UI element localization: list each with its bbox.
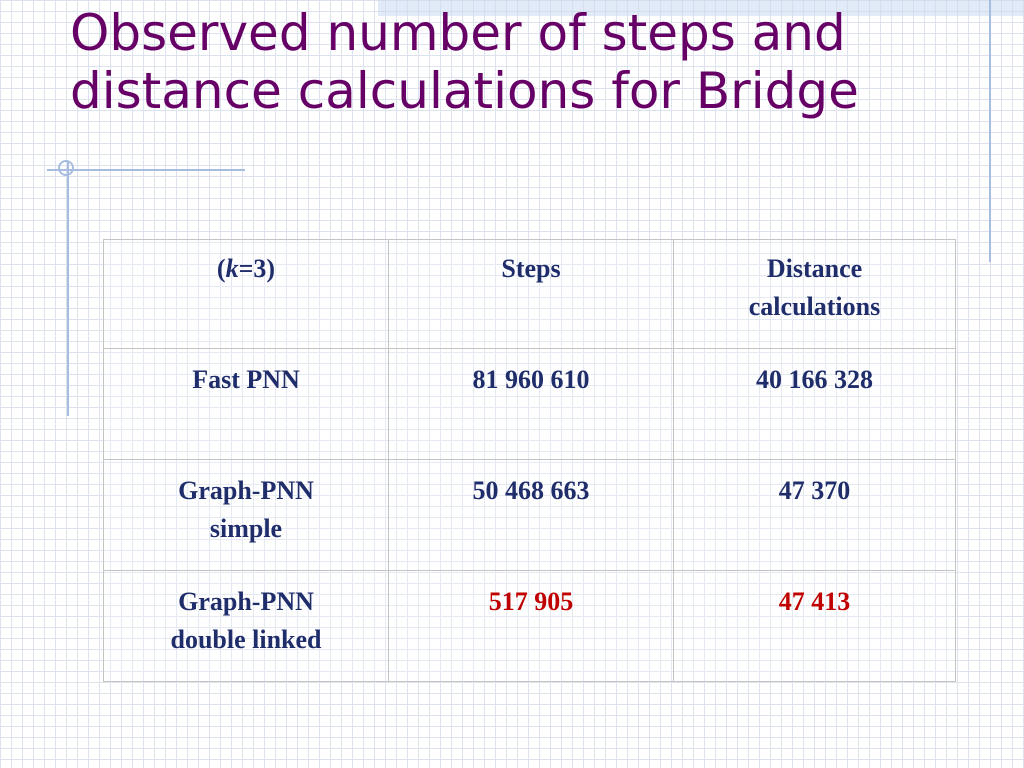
header-steps-cell: Steps <box>389 240 674 349</box>
header-k-cell <box>104 240 389 349</box>
distance-cell: 40 166 328 <box>674 349 956 460</box>
slide-title-line-2: distance calculations for Bridge <box>70 62 859 120</box>
method-cell: Fast PNN <box>104 349 389 460</box>
results-table <box>103 239 956 682</box>
decorative-ring-icon <box>58 160 74 176</box>
steps-cell: 81 960 610 <box>389 349 674 460</box>
decorative-left-line <box>67 162 69 416</box>
method-cell <box>104 571 389 682</box>
steps-cell: 50 468 663 <box>389 460 674 571</box>
method-cell <box>104 460 389 571</box>
table-row <box>104 460 956 571</box>
header-distance-line-2: calculations <box>748 292 881 321</box>
table-header-row <box>104 240 956 349</box>
steps-cell-highlighted: 517 905 <box>389 571 674 682</box>
header-distance-line-1: Distance <box>766 254 863 283</box>
slide-title <box>70 4 990 120</box>
distance-cell-highlighted: 47 413 <box>674 571 956 682</box>
distance-cell: 47 370 <box>674 460 956 571</box>
header-distance-cell <box>674 240 956 349</box>
header-k-suffix: =3) <box>238 254 276 283</box>
method-line-1: Graph-PNN <box>178 476 314 505</box>
decorative-horizontal-line <box>47 169 245 171</box>
method-line-1: Graph-PNN <box>178 587 314 616</box>
header-k-prefix: ( <box>216 254 226 283</box>
header-k-variable: k <box>225 254 239 283</box>
slide-title-line-1: Observed number of steps and <box>70 4 846 62</box>
method-line-2: simple <box>209 514 283 543</box>
method-line-2: double linked <box>170 625 322 654</box>
table-row <box>104 349 956 460</box>
table-row <box>104 571 956 682</box>
